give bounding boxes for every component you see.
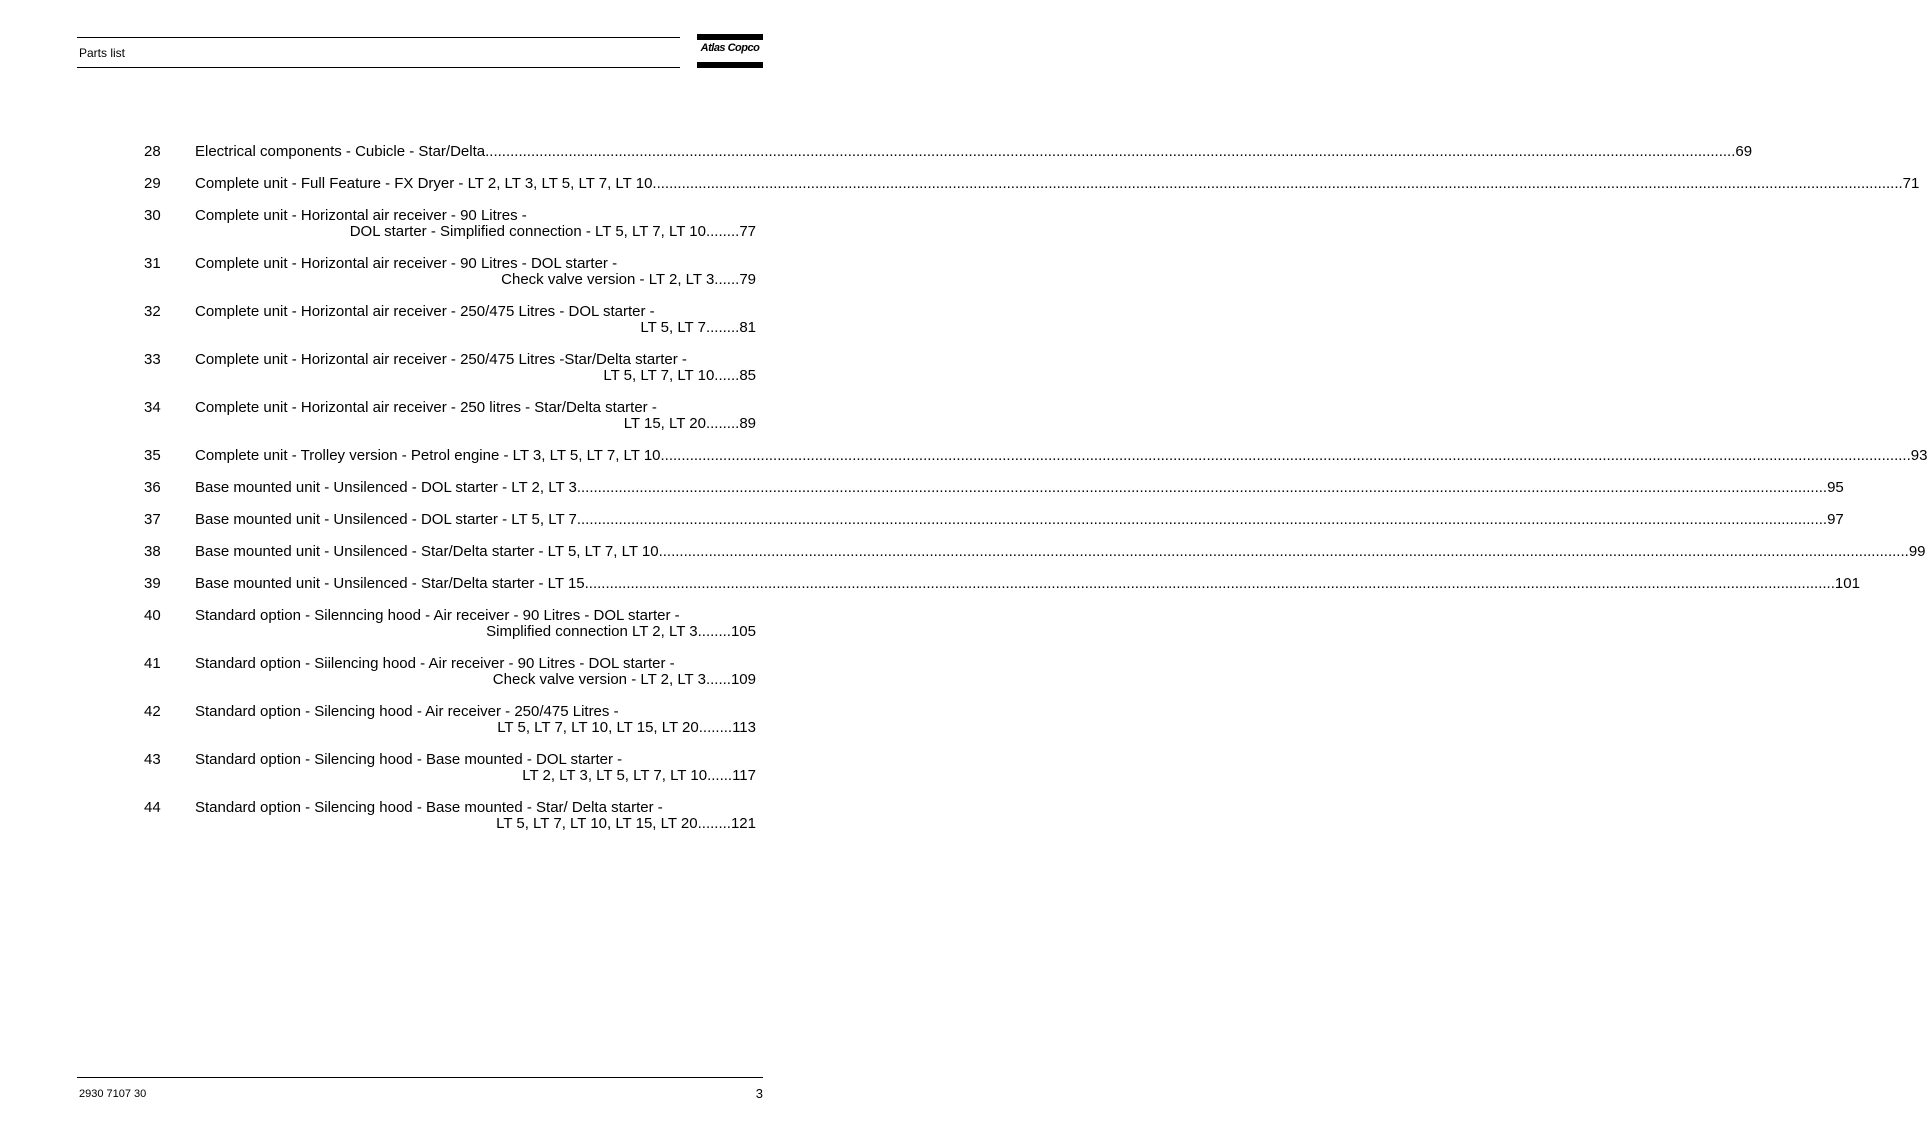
toc-entry-title-cont: LT 2, LT 3, LT 5, LT 7, LT 10	[522, 767, 708, 784]
toc-entry-line	[195, 447, 1927, 464]
toc-entry-number: 38	[144, 543, 161, 560]
toc-entry-page: 79	[739, 271, 756, 288]
toc-entry-page: 97	[1827, 511, 1844, 528]
toc-entry-body	[195, 256, 756, 288]
toc-entry-line	[195, 368, 756, 384]
toc-entry-number: 37	[144, 511, 161, 528]
toc-entry[interactable]	[144, 704, 756, 736]
toc-entry-number: 32	[144, 303, 161, 320]
toc-leader-dots: ............................................................................................................................................................................................................................................................................................................	[576, 511, 1828, 528]
toc-entry-title-cont: LT 5, LT 7, LT 10, LT 15, LT 20	[496, 815, 698, 832]
toc-entry-title-cont: LT 5, LT 7, LT 10, LT 15, LT 20	[497, 719, 699, 736]
toc-entry-title-cont: LT 15, LT 20	[623, 415, 706, 432]
toc-entry-number: 36	[144, 479, 161, 496]
toc-entry-title: Standard option - Silencing hood - Base mounted - DOL starter -	[195, 751, 623, 768]
toc-leader-dots: ......	[714, 367, 740, 384]
toc-leader-dots: ........	[697, 815, 731, 832]
toc-entry-body	[195, 511, 1844, 528]
toc-entry-title-cont: LT 5, LT 7, LT 10	[603, 367, 715, 384]
toc-entry-line	[195, 816, 756, 832]
logo-text: Atlas Copco	[700, 42, 760, 54]
toc-entry-body	[195, 752, 756, 784]
toc-leader-dots: ......	[714, 271, 740, 288]
toc-entry-page: 89	[739, 415, 756, 432]
header-line-bottom	[77, 67, 680, 68]
toc-entry-page: 101	[1834, 575, 1860, 592]
toc-entry-body	[195, 143, 1753, 160]
toc-entry-body	[195, 800, 756, 832]
toc-entry-title: Complete unit - Horizontal air receiver - 250 litres - Star/Delta starter -	[195, 399, 657, 416]
toc-leader-dots: ............................................................................................................................................................................................................................................................................................................	[658, 543, 1909, 560]
toc-entry-page: 105	[730, 623, 756, 640]
toc-entry-line	[195, 320, 756, 336]
toc-entry-body	[195, 447, 1927, 464]
toc-entry[interactable]	[144, 752, 756, 784]
toc-entry-page: 85	[739, 367, 756, 384]
toc-entry-line	[195, 272, 756, 288]
toc-entry[interactable]	[144, 575, 1860, 592]
toc-entry-title: Electrical components - Cubicle - Star/Delta	[195, 143, 486, 160]
toc-entry-number: 28	[144, 143, 161, 160]
toc-entry-number: 41	[144, 655, 161, 672]
toc-entry[interactable]	[144, 447, 1927, 464]
toc-entry-page: 121	[730, 815, 756, 832]
toc-leader-dots: ............................................................................................................................................................................................................................................................................................................	[485, 143, 1736, 160]
toc-entry[interactable]	[144, 256, 756, 288]
toc-entry-line	[195, 624, 756, 640]
toc-leader-dots: ............................................................................................................................................................................................................................................................................................................	[576, 479, 1828, 496]
toc-leader-dots: ............................................................................................................................................................................................................................................................................................................	[660, 447, 1911, 464]
toc-entry-body	[195, 208, 756, 240]
toc-entry-title: Complete unit - Horizontal air receiver - 250/475 Litres - DOL starter -	[195, 303, 655, 320]
toc-entry-body	[195, 704, 756, 736]
toc-entry-line	[195, 768, 756, 784]
toc-entry-title: Standard option - Silencing hood - Base mounted - Star/ Delta starter -	[195, 799, 663, 816]
footer-page-number: 3	[755, 1086, 763, 1101]
toc-leader-dots: ............................................................................................................................................................................................................................................................................................................	[584, 575, 1835, 592]
toc-entry-number: 33	[144, 351, 161, 368]
toc-entry-body	[195, 175, 1920, 192]
toc-entry-line	[195, 175, 1920, 192]
toc-entry-number: 42	[144, 703, 161, 720]
table-of-contents	[144, 143, 1927, 848]
toc-entry-number: 35	[144, 447, 161, 464]
toc-leader-dots: ........	[697, 623, 731, 640]
toc-entry-page: 95	[1827, 479, 1844, 496]
atlas-copco-logo	[697, 34, 763, 68]
toc-entry-page: 117	[732, 767, 756, 784]
toc-entry-title: Complete unit - Horizontal air receiver - 90 Litres - DOL starter -	[195, 255, 618, 272]
toc-entry-page: 99	[1908, 543, 1926, 560]
footer-line	[77, 1077, 763, 1078]
toc-entry-title: Standard option - Siilencing hood - Air receiver - 90 Litres - DOL starter -	[195, 655, 675, 672]
toc-leader-dots: ........	[705, 415, 740, 432]
toc-entry-title-cont: Simplified connection LT 2, LT 3	[486, 623, 698, 640]
toc-entry-title: Standard option - Silenncing hood - Air receiver - 90 Litres - DOL starter -	[195, 607, 680, 624]
toc-entry-body	[195, 543, 1926, 560]
toc-entry[interactable]	[144, 304, 756, 336]
toc-entry-body	[195, 352, 756, 384]
toc-entry-line	[195, 416, 756, 432]
toc-entry-title: Base mounted unit - Unsilenced - DOL starter - LT 5, LT 7	[195, 511, 577, 528]
header-line-top	[77, 37, 680, 38]
footer-doc-number: 2930 7107 30	[79, 1088, 147, 1100]
toc-entry-number: 31	[144, 255, 161, 272]
toc-entry-line	[195, 543, 1926, 560]
toc-entry[interactable]	[144, 511, 1844, 528]
toc-entry-title: Base mounted unit - Unsilenced - DOL starter - LT 2, LT 3	[195, 479, 577, 496]
toc-entry-line	[195, 479, 1844, 496]
toc-entry-number: 43	[144, 751, 161, 768]
toc-leader-dots: ......	[707, 767, 733, 784]
toc-entry[interactable]	[144, 143, 1753, 160]
toc-entry-body	[195, 479, 1844, 496]
toc-entry-page: 109	[730, 671, 756, 688]
toc-entry-title: Standard option - Silencing hood - Air receiver - 250/475 Litres -	[195, 703, 619, 720]
toc-entry[interactable]	[144, 208, 756, 240]
toc-entry-number: 39	[144, 575, 161, 592]
toc-entry-body	[195, 304, 756, 336]
toc-entry-title: Base mounted unit - Unsilenced - Star/Delta starter - LT 15	[195, 575, 585, 592]
toc-entry-page: 113	[732, 719, 756, 736]
toc-entry-number: 30	[144, 207, 161, 224]
toc-entry-number: 29	[144, 175, 161, 192]
toc-entry-title: Complete unit - Horizontal air receiver - 250/475 Litres -Star/Delta starter -	[195, 351, 687, 368]
toc-entry-page: 93	[1910, 447, 1927, 464]
toc-entry-title-cont: Check valve version - LT 2, LT 3	[501, 271, 715, 288]
toc-entry-title: Base mounted unit - Unsilenced - Star/Delta starter - LT 5, LT 7, LT 10	[195, 543, 659, 560]
logo-bar-top	[697, 34, 763, 40]
toc-entry-line	[195, 575, 1860, 592]
toc-entry-title: Complete unit - Trolley version - Petrol engine - LT 3, LT 5, LT 7, LT 10	[195, 447, 661, 464]
toc-entry-body	[195, 656, 756, 688]
toc-entry[interactable]	[144, 479, 1844, 496]
toc-entry[interactable]	[144, 400, 756, 432]
toc-entry-page: 69	[1735, 143, 1753, 160]
toc-entry-line	[195, 720, 756, 736]
toc-entry-line	[195, 143, 1753, 160]
toc-entry-body	[195, 400, 756, 432]
toc-leader-dots: ......	[705, 671, 731, 688]
toc-entry[interactable]	[144, 608, 756, 640]
toc-entry-page: 81	[739, 319, 756, 336]
toc-entry-page: 77	[739, 223, 756, 240]
toc-entry[interactable]	[144, 543, 1926, 560]
toc-entry-body	[195, 575, 1860, 592]
toc-entry-title: Complete unit - Full Feature - FX Dryer - LT 2, LT 3, LT 5, LT 7, LT 10	[195, 175, 653, 192]
toc-leader-dots: ........	[705, 223, 740, 240]
toc-entry-title-cont: DOL starter - Simplified connection - LT 5, LT 7, LT 10	[349, 223, 706, 240]
toc-entry-title: Complete unit - Horizontal air receiver - 90 Litres -	[195, 207, 527, 224]
toc-leader-dots: ........	[698, 719, 733, 736]
logo-bar-bottom	[697, 62, 763, 68]
toc-entry-line	[195, 224, 756, 240]
page-header-title: Parts list	[79, 46, 126, 60]
toc-entry[interactable]	[144, 656, 756, 688]
toc-leader-dots: ........	[705, 319, 740, 336]
toc-entry[interactable]	[144, 175, 1920, 192]
toc-entry-number: 34	[144, 399, 161, 416]
toc-entry-number: 44	[144, 799, 161, 816]
toc-entry[interactable]	[144, 352, 756, 384]
toc-leader-dots: ............................................................................................................................................................................................................................................................................................................	[652, 175, 1903, 192]
toc-entry-page: 71	[1902, 175, 1920, 192]
toc-entry[interactable]	[144, 800, 756, 832]
toc-entry-title-cont: LT 5, LT 7	[640, 319, 706, 336]
toc-entry-title-cont: Check valve version - LT 2, LT 3	[492, 671, 706, 688]
toc-entry-number: 40	[144, 607, 161, 624]
toc-entry-line	[195, 672, 756, 688]
toc-entry-body	[195, 608, 756, 640]
toc-entry-line	[195, 511, 1844, 528]
